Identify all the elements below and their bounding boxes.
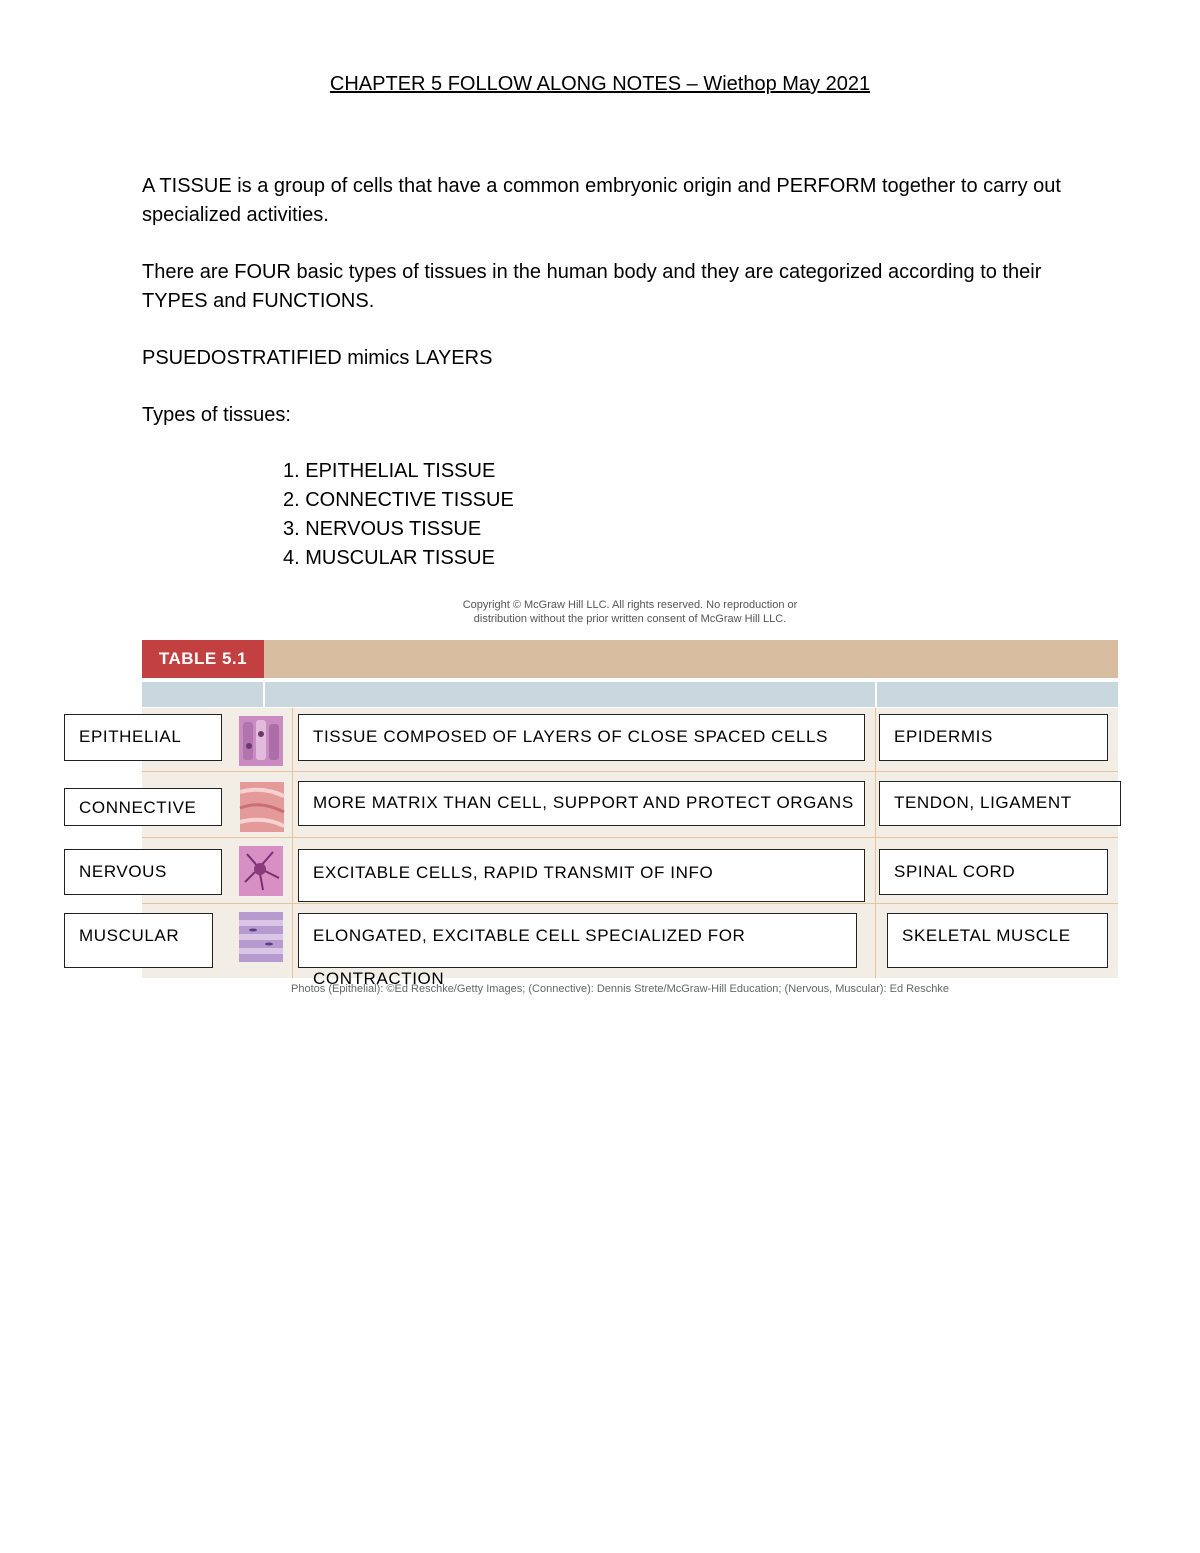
description-box-muscular: ELONGATED, EXCITABLE CELL SPECIALIZED FOR CONTRACTION (298, 913, 857, 968)
epithelial-photo (239, 716, 283, 766)
column-divider (292, 708, 293, 978)
table-header-row (142, 682, 1118, 707)
types-heading: Types of tissues: (142, 404, 291, 426)
example-box-connective: TENDON, LIGAMENT (879, 781, 1121, 826)
example-box-muscular: SKELETAL MUSCLE (887, 913, 1108, 968)
row-divider (142, 837, 1118, 838)
tissue-definition-paragraph: A TISSUE is a group of cells that have a common embryonic origin and PERFORM together to carry out specialized activities. (142, 175, 1061, 226)
list-item-nervous: 3. NERVOUS TISSUE (283, 518, 482, 540)
copyright-line-1: Copyright © McGraw Hill LLC. All rights reserved. No reproduction or (462, 599, 798, 611)
description-box-epithelial: TISSUE COMPOSED OF LAYERS OF CLOSE SPACED CELLS (298, 714, 865, 761)
list-item-connective: 2. CONNECTIVE TISSUE (283, 489, 514, 511)
tissue-type-box-muscular: MUSCULAR (64, 913, 213, 968)
photo-credit: Photos (Epithelial): ©Ed Reschke/Getty Images; (Connective): Dennis Strete/McGraw-Hill Education; (Nervous, Muscular): Ed Reschke (291, 983, 949, 995)
description-box-connective: MORE MATRIX THAN CELL, SUPPORT AND PROTECT ORGANS (298, 781, 865, 826)
description-box-nervous: EXCITABLE CELLS, RAPID TRANSMIT OF INFO (298, 849, 865, 902)
row-divider (142, 903, 1118, 904)
tissue-types-paragraph: There are FOUR basic types of tissues in the human body and they are categorized according to their TYPES and FUNCTIONS. (142, 261, 1042, 312)
list-item-epithelial: 1. EPITHELIAL TISSUE (283, 460, 496, 482)
tissue-type-box-nervous: NERVOUS (64, 849, 222, 895)
muscular-photo (239, 912, 283, 962)
connective-photo (240, 782, 284, 832)
tissue-type-box-epithelial: EPITHELIAL (64, 714, 222, 761)
tissue-type-box-connective: CONNECTIVE (64, 788, 222, 826)
example-box-nervous: SPINAL CORD (879, 849, 1108, 895)
list-item-muscular: 4. MUSCULAR TISSUE (283, 547, 495, 569)
row-divider (142, 771, 1118, 772)
header-divider (875, 682, 877, 707)
example-box-epithelial: EPIDERMIS (879, 714, 1108, 761)
copyright-line-2: distribution without the prior written consent of McGraw Hill LLC. (473, 613, 787, 625)
pseudostratified-note: PSUEDOSTRATIFIED mimics LAYERS (142, 347, 493, 369)
copyright-notice (380, 598, 880, 626)
table-banner (142, 640, 1118, 678)
header-divider (263, 682, 265, 707)
table-label: TABLE 5.1 (142, 640, 264, 678)
page-title: CHAPTER 5 FOLLOW ALONG NOTES – Wiethop May 2021 (329, 73, 871, 95)
column-divider (875, 708, 876, 978)
nervous-photo (239, 846, 283, 896)
